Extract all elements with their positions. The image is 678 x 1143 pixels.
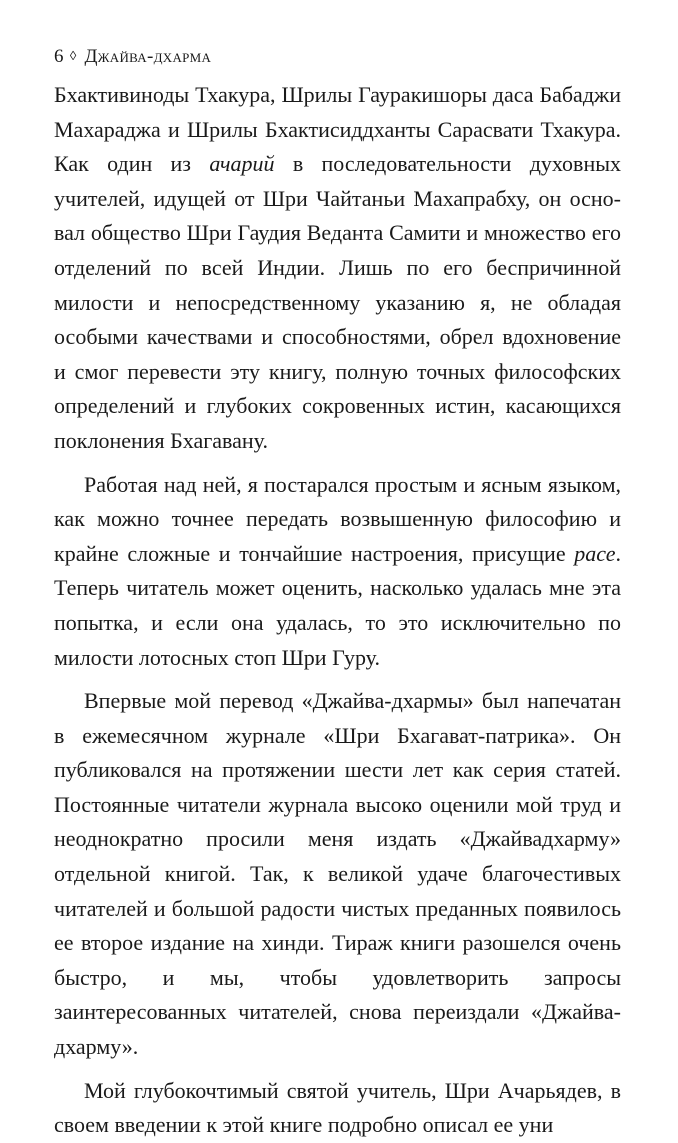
paragraph-2 — [54, 468, 621, 676]
paragraph-text: . Теперь читатель может оценить, насколько удалась мне эта попытка, и если она удалась, то это исключительно по милости лотосных стоп Шри Гуру. — [54, 540, 621, 670]
running-header — [54, 44, 621, 70]
paragraph-text: Бхактивиноды Тхакура, Шрилы Гауракишоры даса Бабаджи Махараджа и Шрилы Бхактисиддханты Сарасвати Тхакура. Как один из — [54, 82, 621, 177]
book-page — [54, 44, 621, 1143]
paragraph-4 — [54, 1074, 621, 1143]
paragraph-text: Мой глубокочтимый святой учитель, Шри Ачарьядев, в своем введении к этой книге подробно описал ее уни — [54, 1077, 621, 1138]
paragraph-text: Работая над ней, я постарался простым и ясным языком, как можно точнее передать возвышенную философию и крайне сложные и тончайшие настроения, присущие — [54, 471, 621, 566]
paragraph-3 — [54, 684, 621, 1065]
paragraph-text: Впервые мой перевод «Джайва-дхармы» был напечатан в ежемесячном журнале «Шри Бхагават-патрика». Он публиковался на протяжении шести лет как серия статей. Постоянные читатели журнала высоко оценили мой труд и неоднократно просили меня издать «Джайвадхарму» отдельной книгой. Так, к великой удаче благочестивых читателей и большой радости чистых преданных появилось ее второе издание на хинди. Тираж книги разошелся очень быстро, и мы, чтобы удовлетворить запросы заинтересованных читателей, снова переиздали «Джайва-дхарму». — [54, 688, 621, 1060]
diamond-ornament-icon: ◊ — [69, 48, 77, 63]
body-text — [54, 78, 621, 1143]
italic-term: ачарий — [209, 151, 275, 177]
page-number: 6 — [54, 46, 64, 67]
paragraph-text: в последовательности духовных учителей, идущей от Шри Чайтаньи Махапрабху, он основал общество Шри Гаудия Веданта Самити и множество его отделений по всей Индии. Лишь по его беспричинной милости и непосредственному указанию я, не обладая особыми качествами и способностями, обрел вдохновение и смог перевести эту книгу, полную точных философских определений и глубоких сокровенных истин, касающихся поклонения Бхагавану. — [54, 151, 621, 453]
italic-term: расе — [574, 540, 616, 566]
book-title: Джайва-дхарма — [84, 46, 212, 67]
paragraph-1 — [54, 78, 621, 459]
